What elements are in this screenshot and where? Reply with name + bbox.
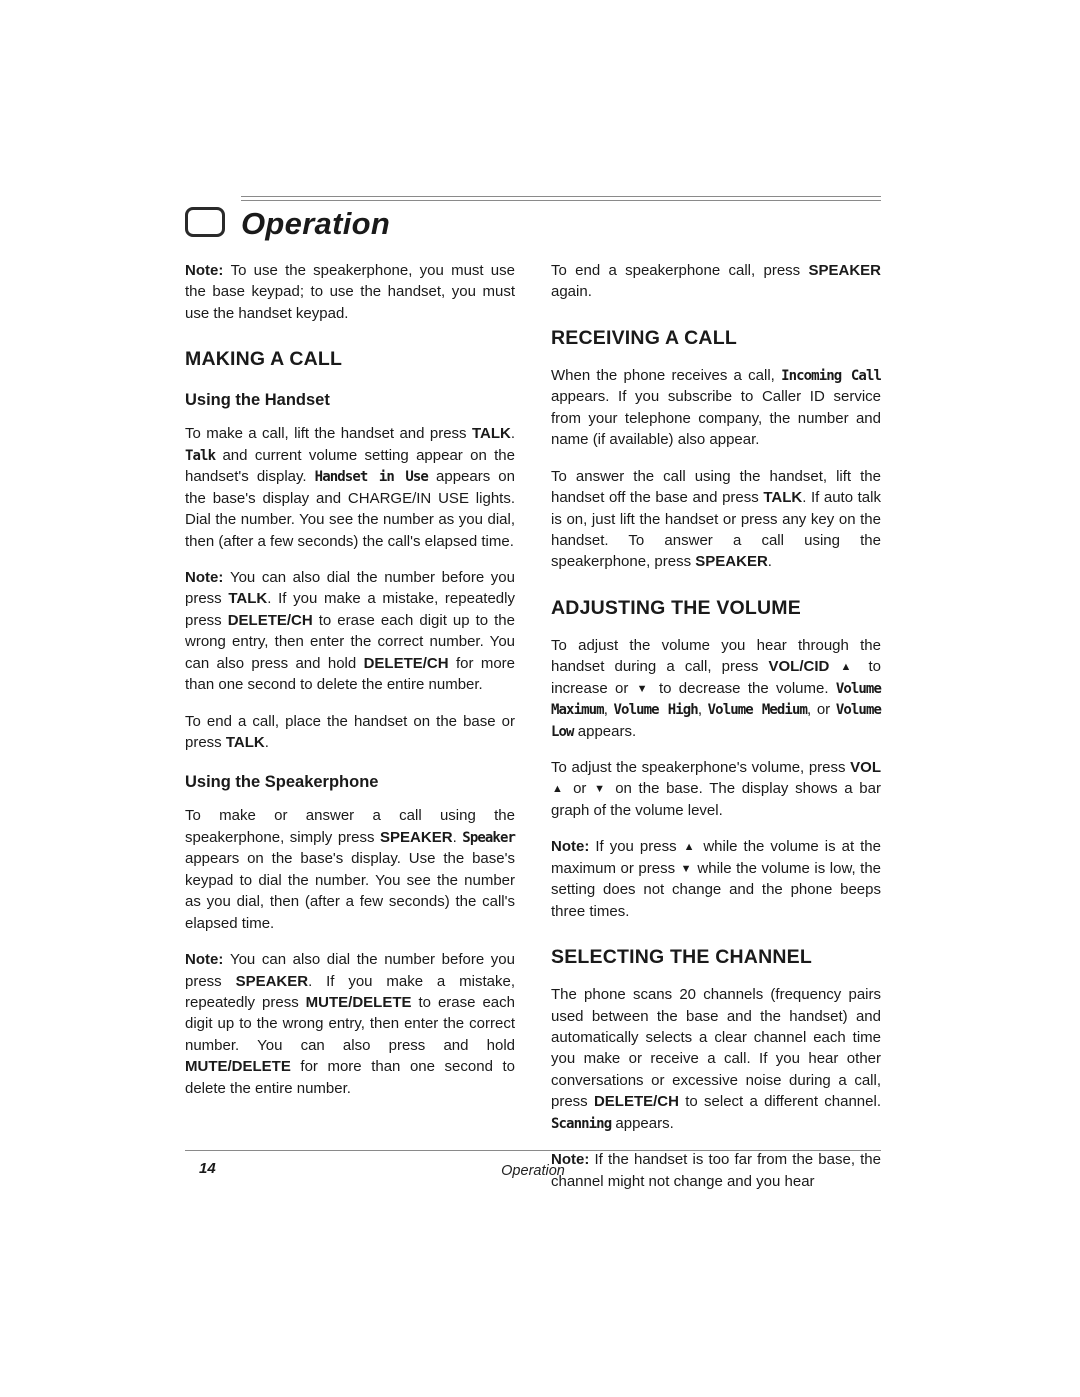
volume-down-icon: ▼ — [594, 783, 608, 796]
display-text: Volume Maximum — [551, 680, 881, 719]
key-label: TALK — [471, 425, 511, 443]
text-run: and current volume setting appear on the handset's display. — [185, 446, 515, 486]
paragraph — [185, 805, 515, 934]
paragraph — [551, 984, 881, 1134]
text-run: . If you make a mistake, repeatedly press — [185, 972, 515, 1011]
text-run: to erase each digit up to the wrong entry, then enter the correct number. You can also press and hold — [185, 993, 515, 1054]
text-run: appears on the base's display. Use the base's keypad to dial the number. You see the number as you dial, then (after a few seconds) the call's elapsed time. — [185, 850, 515, 932]
section-heading: SELECTING THE CHANNEL — [551, 946, 812, 969]
subsection-heading: Using the Speakerphone — [185, 773, 379, 792]
text-run: When the phone receives a call, — [551, 366, 782, 384]
text-run: . — [510, 425, 515, 443]
text-run: To make or answer a call using the speakerphone, simply press — [185, 807, 515, 846]
text-run: to decrease the volume. — [651, 679, 836, 697]
section-heading: MAKING A CALL — [185, 348, 343, 371]
text-run: again. — [551, 283, 592, 301]
key-label: TALK — [763, 489, 803, 507]
display-text: Handset in Use — [314, 469, 428, 486]
text-run: . — [264, 734, 269, 751]
text-run: appears. If you subscribe to Caller ID service from your telephone company, the number and name (if available) also appear. — [551, 388, 881, 449]
text-run: You can also dial the number before you press — [185, 951, 515, 990]
key-label: MUTE/DELETE — [185, 1058, 291, 1076]
key-label: Note: — [185, 951, 230, 969]
text-run: on the base. The display shows a bar graph of the volume level. — [551, 780, 881, 819]
text-run: To end a speakerphone call, press — [551, 262, 809, 279]
text-run: for more than one second to delete the entire number. — [185, 1058, 515, 1097]
text-run: If you press — [595, 838, 683, 856]
key-label: TALK — [228, 590, 268, 608]
key-label: DELETE/CH — [593, 1093, 679, 1111]
volume-down-icon: ▼ — [680, 862, 692, 875]
display-text: Incoming Call — [781, 367, 882, 384]
paragraph — [551, 365, 881, 451]
display-text: Talk — [185, 447, 216, 464]
left-column — [185, 260, 515, 1207]
paragraph — [551, 260, 881, 303]
text-run: appears. — [611, 1114, 674, 1132]
key-label: VOL — [850, 759, 881, 776]
text-run: To use the speakerphone, you must use the base keypad; to use the handset, you must use the handset keypad. — [185, 262, 515, 322]
page-number: 14 — [199, 1160, 216, 1177]
text-run — [829, 658, 839, 675]
key-label: SPEAKER — [695, 553, 768, 571]
text-run: To make a call, lift the handset and press — [185, 425, 472, 443]
text-run: or — [566, 780, 594, 798]
subsection-heading: Using the Handset — [185, 391, 330, 410]
key-label: Note: — [185, 262, 231, 279]
section-heading: ADJUSTING THE VOLUME — [551, 596, 801, 619]
text-run: . — [452, 828, 463, 846]
footer-rule — [185, 1150, 881, 1151]
right-column — [551, 260, 881, 1207]
text-run: , — [697, 701, 708, 719]
text-run: To answer the call using the handset, lift the handset off the base and press — [551, 467, 881, 507]
display-text: Volume Low — [551, 702, 882, 740]
paragraph — [551, 836, 881, 922]
text-run: while the volume is at the maximum or press — [551, 838, 881, 877]
two-column-layout — [185, 260, 881, 1207]
section-marker-icon — [185, 207, 225, 237]
paragraph — [551, 635, 881, 742]
key-label: SPEAKER — [380, 828, 453, 846]
text-run: to erase each digit up to the wrong entry, then enter the correct number. You can also press and hold — [185, 611, 515, 672]
text-run: appears on the base's display and CHARGE/IN USE lights. Dial the number. You see the number as you dial, then (after a few seconds) the call's elapsed time. — [185, 468, 515, 550]
text-run: . — [767, 553, 772, 571]
text-run: to increase or — [551, 658, 881, 697]
paragraph — [185, 567, 515, 696]
text-run: , — [603, 701, 614, 719]
key-label: Note: — [551, 1151, 595, 1169]
text-run: appears. — [573, 722, 637, 740]
paragraph — [551, 757, 881, 821]
section-heading: RECEIVING A CALL — [551, 326, 737, 349]
display-text: Volume High — [613, 702, 698, 719]
key-label: Note: — [551, 838, 596, 856]
text-run: , or — [807, 701, 836, 719]
key-label: MUTE/DELETE — [305, 993, 412, 1011]
paragraph — [551, 466, 881, 573]
key-label: TALK — [225, 734, 265, 751]
key-label: DELETE/CH — [227, 611, 313, 629]
footer-row — [185, 1160, 881, 1182]
header-title-block — [241, 196, 881, 242]
display-text: Scanning — [551, 1115, 612, 1132]
text-run: If the handset is too far from the base, the channel might not change and you hear — [551, 1151, 881, 1190]
text-run: The phone scans 20 channels (frequency pairs used between the base and the handset) and automatically selects a clear channel each time you make or receive a call. If you hear other conversations or excessive noise during a call, press — [551, 986, 881, 1111]
page-title: Operation — [241, 206, 391, 241]
text-run: for more than one second to delete the entire number. — [185, 654, 515, 694]
page-footer — [185, 1150, 881, 1182]
header-double-rule — [241, 196, 881, 201]
paragraph — [185, 260, 515, 324]
volume-up-icon: ▲ — [840, 661, 858, 674]
text-run: . If you make a mistake, repeatedly press — [185, 590, 515, 629]
key-label: SPEAKER — [235, 972, 309, 990]
text-run: You can also dial the number before you press — [185, 568, 515, 608]
volume-up-icon: ▲ — [552, 783, 566, 796]
text-run: to select a different channel. — [678, 1093, 881, 1111]
key-label: SPEAKER — [808, 262, 881, 279]
paragraph — [185, 949, 515, 1099]
text-run: . If auto talk is on, just lift the handset or press any key on the handset. To answer a call using the speakerphone, press — [551, 489, 881, 571]
text-run: while the volume is low, the setting does not change and the phone beeps three times. — [551, 859, 882, 920]
key-label: VOL/CID — [768, 658, 830, 676]
display-text: Speaker — [462, 829, 515, 846]
page-header — [185, 196, 881, 242]
text-run: To adjust the volume you hear through the handset during a call, press — [551, 636, 881, 676]
key-label: DELETE/CH — [363, 654, 449, 672]
volume-up-icon: ▲ — [683, 841, 697, 854]
paragraph — [185, 423, 515, 552]
footer-section-label: Operation — [501, 1163, 565, 1179]
text-run: To adjust the speakerphone's volume, press — [551, 759, 851, 776]
paragraph — [185, 711, 515, 754]
display-text: Volume Medium — [707, 702, 808, 719]
key-label: Note: — [185, 568, 230, 586]
text-run: To end a call, place the handset on the base or press — [185, 712, 515, 751]
page-content — [185, 196, 881, 1207]
volume-down-icon: ▼ — [636, 682, 651, 695]
